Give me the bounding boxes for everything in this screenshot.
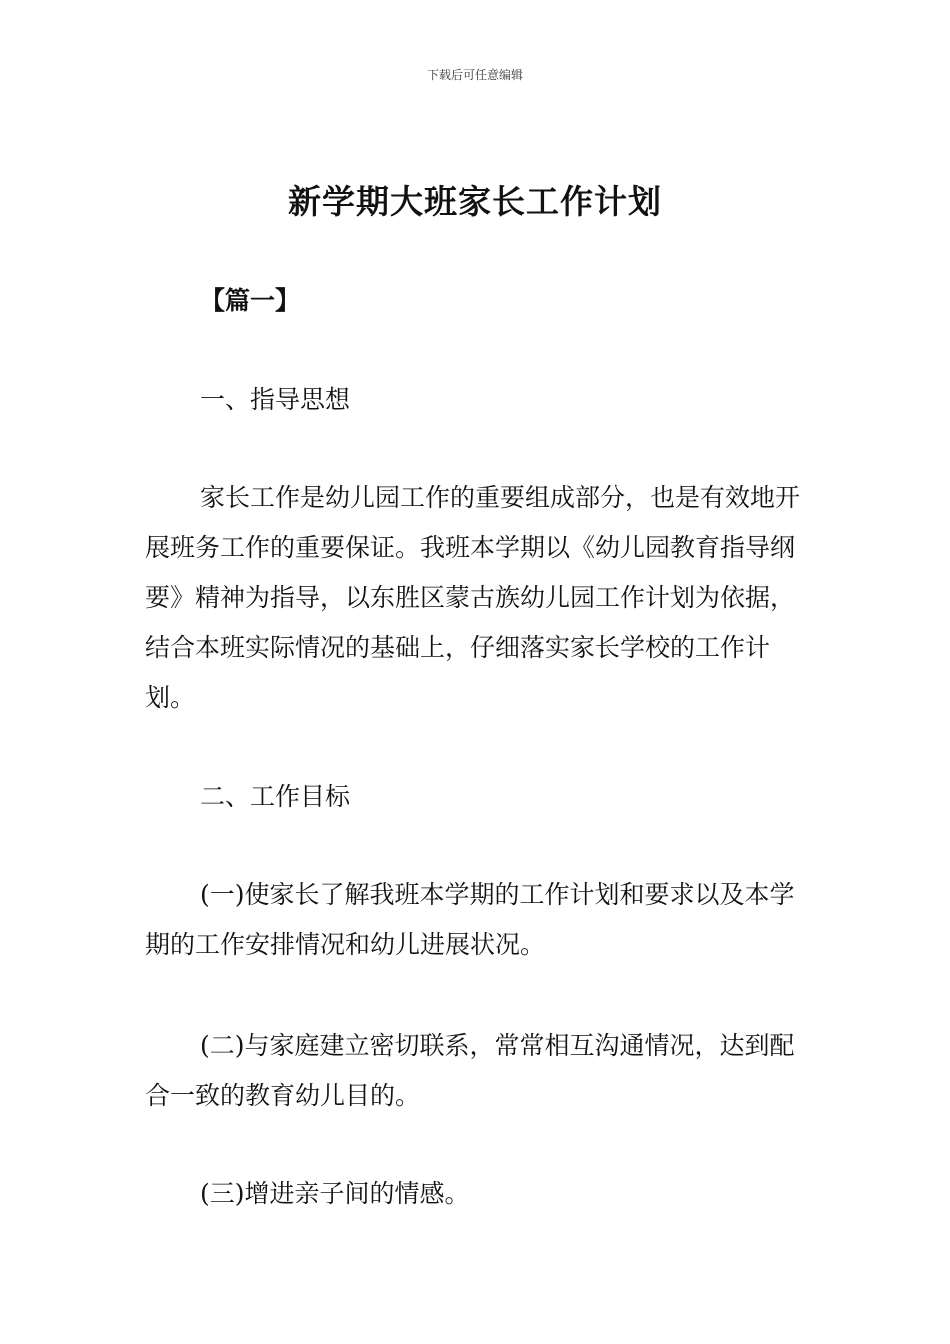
header-note: 下载后可任意编辑 (426, 68, 523, 82)
goal-item-1: (一)使家长了解我班本学期的工作计划和要求以及本学期的工作安排情况和幼儿进展状况。 (145, 880, 795, 959)
goal-item-2: (二)与家庭建立密切联系，常常相互沟通情况，达到配合一致的教育幼儿目的。 (145, 1031, 795, 1110)
heading-guiding-idea: 一、指导思想 (200, 385, 351, 414)
document-title: 新学期大班家长工作计划 (288, 182, 662, 221)
goal-item-3: (三)增进亲子间的情感。 (200, 1179, 470, 1208)
heading-work-goals: 二、工作目标 (200, 782, 351, 811)
section-label: 【篇一】 (200, 286, 301, 315)
paragraph-guiding-idea: 家长工作是幼儿园工作的重要组成部分，也是有效地开展班务工作的重要保证。我班本学期以《幼儿园教育指导纲要》精神为指导，以东胜区蒙古族幼儿园工作计划为依据，结合本班实际情况的基础上，仔细落实家长学校的工作计划。 (145, 483, 801, 712)
